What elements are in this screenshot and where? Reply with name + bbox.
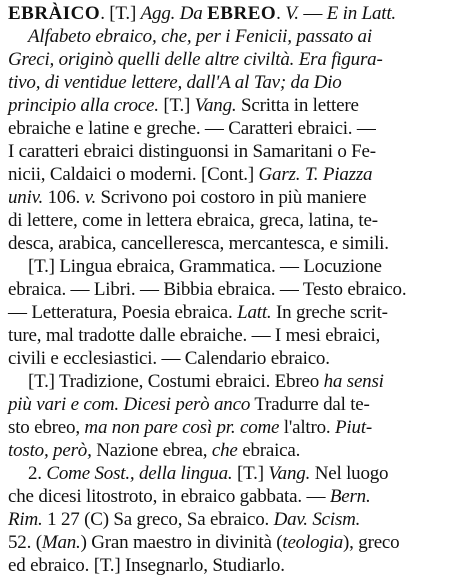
entry-line-23 [8, 508, 360, 531]
text-segment: — [298, 3, 327, 24]
entry-line-5 [8, 94, 359, 117]
text-segment: nicii, Caldaici o moderni. [Cont.] [8, 164, 259, 185]
text-segment: ebraica. [237, 440, 301, 461]
text-segment: Scritta in lettere [236, 95, 359, 116]
entry-line-14 [8, 301, 388, 324]
text-segment: Vang. [268, 463, 311, 484]
text-segment: Bern. [329, 486, 371, 507]
text-segment: l'altro. [279, 417, 336, 438]
text-segment: che [211, 440, 238, 461]
text-segment: Piut- [335, 417, 373, 438]
text-segment: che dicesi litostroto, in ebraico gabbata. — [8, 486, 330, 507]
entry-line-13: ebraica. — Libri. — Bibbia ebraica. — Testo ebraico. [8, 279, 407, 300]
entry-line-15: ture, mal tradotte dalle ebraiche. — I mesi ebraici, [8, 325, 381, 346]
text-segment: E in Latt. [326, 3, 396, 24]
text-segment: Nazione ebrea, [91, 440, 212, 461]
text-segment: EBREO [207, 3, 277, 24]
headword: EBRÀICO [8, 3, 101, 24]
text-segment: Latt. [237, 302, 272, 323]
entry-line-25: ed ebraico. [T.] Insegnarlo, Studiarlo. [8, 555, 285, 576]
entry-line-22 [8, 485, 371, 508]
text-segment: [T.] Tradizione, Costumi ebraici. Ebreo [28, 371, 324, 392]
entry-line-12: [T.] Lingua ebraica, Grammatica. — Locuzione [28, 256, 382, 277]
entry-line-2: Alfabeto ebraico, che, per i Fenicii, passato ai [28, 26, 372, 47]
text-segment: Dav. Scism. [273, 509, 361, 530]
text-segment: . [T.] [100, 3, 141, 24]
entry-line-20 [8, 439, 300, 462]
entry-line-16: civili e ecclesiastici. — Calendario ebraico. [8, 348, 330, 369]
text-segment: Garz. T. Piazza [258, 164, 373, 185]
text-segment: [T.] [158, 95, 195, 116]
text-segment: ha sensi [323, 371, 384, 392]
entry-line-10: di lettere, come in lettera ebraica, greca, latina, te- [8, 210, 378, 231]
entry-line-8 [8, 163, 372, 186]
entry-line-6: ebraiche e latine e greche. — Caratteri ebraici. — [8, 118, 376, 139]
text-segment: teologia [282, 532, 344, 553]
text-segment: ) Gran maestro in divinità ( [80, 532, 283, 553]
entry-line-19 [8, 416, 372, 439]
text-segment: [T.] [232, 463, 269, 484]
text-segment: Rim. [8, 509, 43, 530]
entry-line-9 [8, 186, 366, 209]
entry-line-3: Greci, originò quelli delle altre civiltà. Era figura- [8, 49, 383, 70]
text-segment: — Letteratura, Poesia ebraica. [8, 302, 238, 323]
entry-line-24 [8, 531, 399, 554]
entry-line-7: I caratteri ebraici distinguonsi in Samaritani o Fe- [8, 141, 376, 162]
text-segment: ma non pare così pr. come [84, 417, 280, 438]
text-segment: Nel luogo [310, 463, 389, 484]
text-segment: 52. ( [8, 532, 42, 553]
text-segment: 2. [28, 463, 47, 484]
entry-line-21 [28, 462, 388, 485]
text-segment: Agg. Da [140, 3, 208, 24]
entry-line-4: tivo, di ventidue lettere, dall'A al Tav; da Dio [8, 72, 342, 93]
text-segment: 106. [43, 187, 85, 208]
entry-line-18 [8, 393, 370, 416]
entry-line-1 [8, 2, 396, 25]
text-segment: . [276, 3, 286, 24]
text-segment: 1 27 (C) Sa greco, Sa ebraico. [42, 509, 274, 530]
text-segment: principio alla croce. [8, 95, 159, 116]
entry-line-17 [28, 370, 384, 393]
text-segment: più vari e com. Dicesi però anco [8, 394, 251, 415]
text-segment: Come Sost., della lingua. [46, 463, 233, 484]
text-segment: Scrivono poi costoro in più maniere [96, 187, 367, 208]
text-segment: univ. [8, 187, 44, 208]
entry-line-11: desca, arabica, cancelleresca, mercantesca, e simili. [8, 233, 389, 254]
text-segment: v. [84, 187, 96, 208]
text-segment: ), greco [343, 532, 400, 553]
text-segment: V. [285, 3, 299, 24]
text-segment: Vang. [194, 95, 237, 116]
text-segment: Tradurre dal te- [250, 394, 370, 415]
text-segment: tosto, però, [8, 440, 92, 461]
text-segment: sto ebreo, [8, 417, 85, 438]
text-segment: In greche scrit- [271, 302, 388, 323]
text-segment: Man. [41, 532, 81, 553]
